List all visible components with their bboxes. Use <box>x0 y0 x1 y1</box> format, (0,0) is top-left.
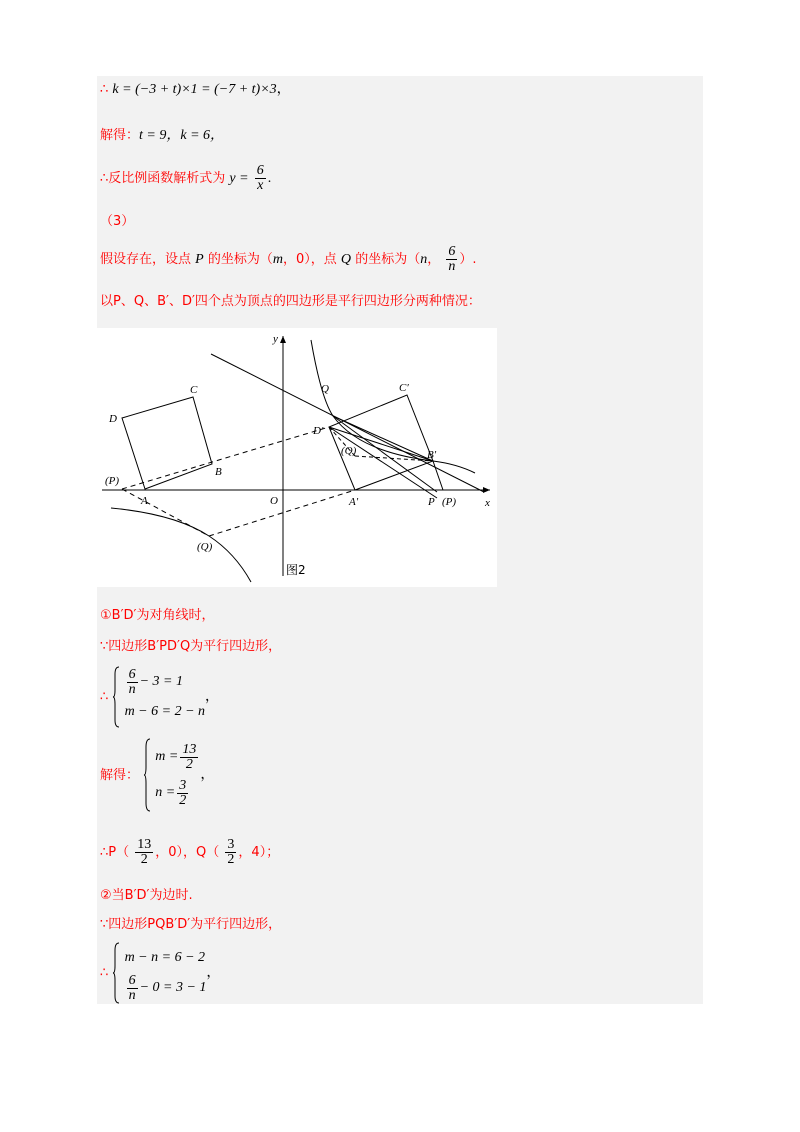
case-2-parallelogram: ∵四边形PQB′D′为平行四边形， <box>100 917 282 932</box>
label-A-prime: A′ <box>349 496 359 508</box>
label-P: P <box>428 496 435 508</box>
solve-label: 解得： <box>100 128 140 143</box>
case-1-parallelogram: ∵四边形B′PD′Q为平行四边形， <box>100 639 282 654</box>
therefore-symbol: ∴ <box>100 82 109 97</box>
line-assume-p-q: 假设存在，设点 P 的坐标为（m，0），点 Q 的坐标为（n， $\frac{6}{n}$ ）. <box>100 244 477 274</box>
function-text: ∴反比例函数解析式为 <box>100 171 226 186</box>
dashed-Q-to-A' <box>209 490 355 536</box>
line-solve-t-k <box>100 128 224 144</box>
case-1-solution: 解得： m = $\frac{13}{2}$ n = $\frac{3}{2}$ ， <box>100 738 214 812</box>
case-1-heading: ①B′D′为对角线时， <box>100 608 215 623</box>
var-Q: Q <box>340 252 352 267</box>
case-1-system: ∴ $\frac{6}{n}$ − 3 = 1 m − 6 = 2 − n ， <box>100 666 219 728</box>
line-D'-to-P <box>329 427 437 498</box>
label-C: C <box>190 384 198 396</box>
label-B-prime: B′ <box>427 449 437 461</box>
y-equals: y = <box>229 171 249 186</box>
y-axis-arrow <box>280 336 286 343</box>
label-A: A <box>141 495 148 507</box>
label-Q-mid: (Q) <box>341 445 357 457</box>
punct: ， <box>276 82 291 97</box>
label-y: y <box>273 333 278 345</box>
two-cases-intro: 以P、Q、B′、D′四个点为顶点的四边形是平行四边形分两种情况： <box>100 294 481 309</box>
var-n: n <box>420 252 428 267</box>
line-B'-to-P <box>433 461 443 490</box>
dashed-P-to-D' <box>122 427 329 489</box>
label-D: D <box>109 413 117 425</box>
var-P: P <box>195 252 204 267</box>
fraction-6-over-x: $\frac{6}{x}$ <box>256 163 264 193</box>
dashed-P-to-Q <box>122 489 209 536</box>
label-B: B <box>215 466 222 478</box>
figure-2-svg <box>97 328 497 587</box>
label-P-right: (P) <box>442 496 457 508</box>
label-C-prime: C′ <box>399 382 409 394</box>
t-k-values: t = 9，k = 6， <box>139 128 225 143</box>
figure-2 <box>97 328 497 587</box>
case-1-result: ∴P（ $\frac{13}{2}$ ，0），Q（ $\frac{3}{2}$ ，4）； <box>100 837 280 867</box>
hyperbola-branch-1 <box>311 340 475 473</box>
brace-icon <box>143 738 151 812</box>
line-k-equation <box>100 82 291 98</box>
label-O: O <box>270 495 278 507</box>
label-x: x <box>485 497 490 509</box>
case-2-heading: ②当B′D′为边时. <box>100 888 193 903</box>
label-D-prime: D′ <box>313 425 324 437</box>
case-2-system: ∴ m − n = 6 − 2 $\frac{6}{n}$ − 0 = 3 − 1 ， <box>100 942 220 1004</box>
label-Q-bottom: (Q) <box>197 541 213 553</box>
var-m: m <box>272 252 283 267</box>
figure-caption: 图2 <box>286 563 306 577</box>
square-A'B'C'D' <box>329 395 433 490</box>
system-rows: $\frac{6}{n}$ − 3 = 1 m − 6 = 2 − n <box>124 666 206 719</box>
hyperbola-branch-3 <box>111 508 251 582</box>
label-P-left: (P) <box>105 475 120 487</box>
part-3-label: （3） <box>100 214 135 229</box>
k-equation: k = (−3 + t)×1 = (−7 + t)×3 <box>112 82 277 97</box>
brace-icon <box>112 666 120 728</box>
brace-icon <box>112 942 120 1004</box>
fraction-6-over-n: $\frac{6}{n}$ <box>448 244 456 274</box>
label-Q: Q <box>321 383 329 395</box>
x-axis-arrow <box>483 487 490 493</box>
line-function-expression: ∴反比例函数解析式为 y = $\frac{6}{x}$ . <box>100 163 272 193</box>
